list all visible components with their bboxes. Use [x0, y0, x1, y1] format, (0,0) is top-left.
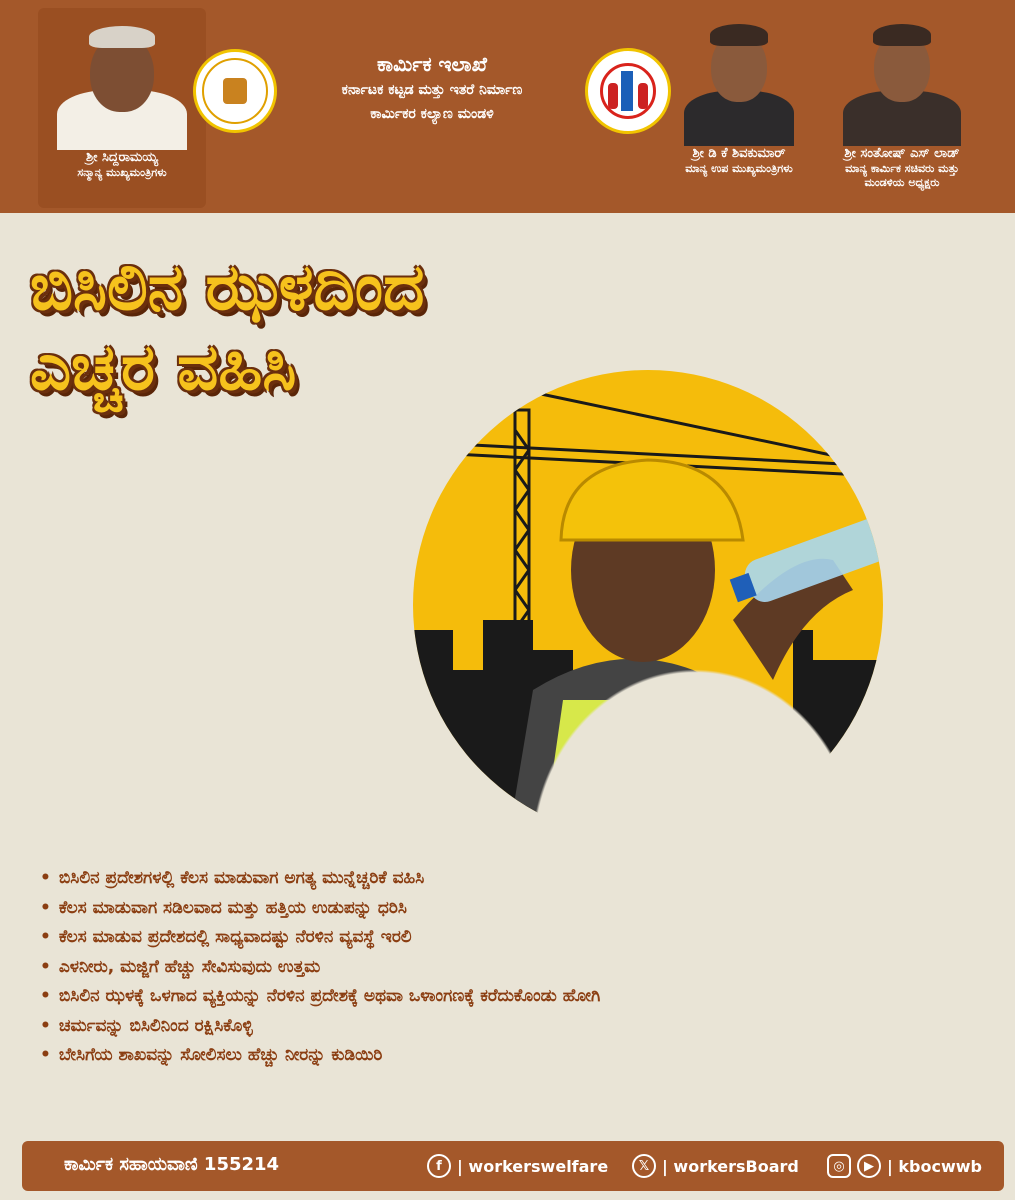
helpline-number[interactable]: ಕಾರ್ಮಿಕ ಸಹಾಯವಾಣಿ 155214 [64, 1154, 280, 1175]
chief-minister-role: ಸನ್ಮಾನ್ಯ ಮುಖ್ಯಮಂತ್ರಿಗಳು [77, 166, 167, 179]
deputy-cm-name: ಶ್ರೀ ಡಿ ಕೆ ಶಿವಕುಮಾರ್ [692, 146, 786, 161]
board-name-line2: ಕಾರ್ಮಿಕರ ಕಲ್ಯಾಣ ಮಂಡಳಿ [370, 106, 494, 122]
person-deputy-cm [670, 8, 808, 176]
labour-minister-role-line2: ಮಂಡಳಿಯ ಅಧ್ಯಕ್ಷರು [864, 176, 940, 189]
list-item: • ಬಿಸಿಲಿನ ಝಳಕ್ಕೆ ಒಳಗಾದ ವ್ಯಕ್ತಿಯನ್ನು ನೆರಳಿನ ಪ್ರದೇಶಕ್ಕೆ ಅಥವಾ ಒಳಾಂಗಣಕ್ಕೆ ಕರೆದುಕೊಂಡು ಹೋಗಿ [40, 986, 601, 1006]
board-name-line1: ಕರ್ನಾಟಕ ಕಟ್ಟಡ ಮತ್ತು ಇತರೆ ನಿರ್ಮಾಣ [341, 82, 523, 98]
list-item: • ಚರ್ಮವನ್ನು ಬಿಸಿಲಿನಿಂದ ರಕ್ಷಿಸಿಕೊಳ್ಳಿ [40, 1015, 253, 1036]
list-item: • ಎಳನೀರು, ಮಜ್ಜಿಗೆ ಹೆಚ್ಚು ಸೇವಿಸುವುದು ಉತ್ತಮ [40, 956, 321, 977]
person-chief-minister [38, 8, 206, 208]
illustration-fade [505, 640, 885, 855]
department-title: ಕಾರ್ಮಿಕ ಇಲಾಖೆ [377, 52, 487, 76]
deputy-cm-photo [684, 8, 794, 146]
chief-minister-photo [52, 12, 192, 150]
department-block [282, 50, 582, 126]
list-item: • ಬೇಸಿಗೆಯ ಶಾಖವನ್ನು ಸೋಲಿಸಲು ಹೆಚ್ಚು ನೀರನ್ನು ಕುಡಿಯಿರಿ [40, 1045, 383, 1065]
instagram-icon: ◎ [827, 1154, 851, 1178]
x-icon: 𝕏 [632, 1154, 656, 1178]
facebook-link[interactable]: f | workerswelfare [427, 1154, 608, 1178]
person-labour-minister [822, 8, 982, 190]
labour-minister-role-line1: ಮಾನ್ಯ ಕಾರ್ಮಿಕ ಸಚಿವರು ಮತ್ತು [845, 162, 959, 175]
headline-line1: ಬಿಸಿಲಿನ ಝಳದಿಂದ [30, 251, 425, 325]
headline-line2: ಎಚ್ಚರ ವಹಿಸಿ [30, 331, 297, 405]
instagram-youtube-link[interactable]: ◎ ▶ | kbocwwb [827, 1154, 982, 1178]
header-band [0, 0, 1015, 213]
welfare-board-logo-icon [585, 48, 671, 134]
facebook-icon: f [427, 1154, 451, 1178]
list-item: • ಕೆಲಸ ಮಾಡುವಾಗ ಸಡಿಲವಾದ ಮತ್ತು ಹತ್ತಿಯ ಉಡುಪನ್ನು ಧರಿಸಿ [40, 897, 407, 918]
x-link[interactable]: 𝕏 | workersBoard [632, 1154, 799, 1178]
footer-bar [22, 1141, 1004, 1191]
labour-minister-name: ಶ್ರೀ ಸಂತೋಷ್ ಎಸ್ ಲಾಡ್ [844, 146, 960, 161]
youtube-icon: ▶ [857, 1154, 881, 1178]
list-item: • ಬಿಸಿಲಿನ ಪ್ರದೇಶಗಳಲ್ಲಿ ಕೆಲಸ ಮಾಡುವಾಗ ಅಗತ್ಯ ಮುನ್ನೆಚ್ಚರಿಕೆ ವಹಿಸಿ [40, 868, 425, 888]
karnataka-govt-emblem-icon [193, 49, 277, 133]
deputy-cm-role: ಮಾನ್ಯ ಉಪ ಮುಖ್ಯಮಂತ್ರಿಗಳು [685, 162, 793, 175]
list-item: • ಕೆಲಸ ಮಾಡುವ ಪ್ರದೇಶದಲ್ಲಿ ಸಾಧ್ಯವಾದಷ್ಟು ನೆರಳಿನ ವ್ಯವಸ್ಥೆ ಇರಲಿ [40, 927, 412, 947]
safety-tips-list [40, 864, 980, 1071]
chief-minister-name: ಶ್ರೀ ಸಿದ್ದರಾಮಯ್ಯ [86, 150, 158, 165]
labour-minister-photo [843, 8, 961, 146]
